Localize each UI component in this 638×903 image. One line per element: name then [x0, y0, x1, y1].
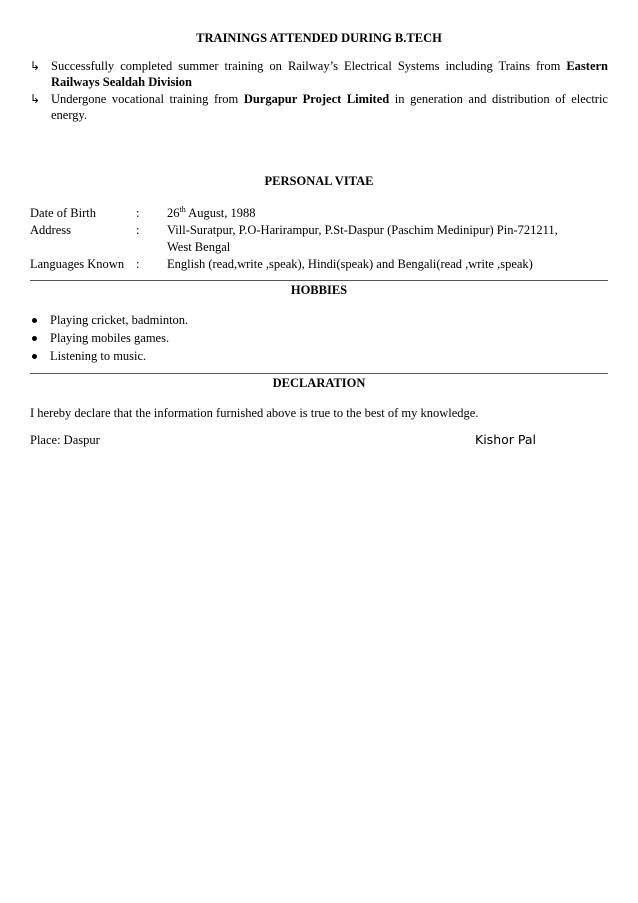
- hobby-text: Playing mobiles games.: [50, 331, 170, 345]
- vitae-row-languages: [30, 256, 558, 273]
- hobby-text: Listening to music.: [50, 349, 147, 363]
- declaration-footer: [30, 432, 608, 450]
- training-item: [30, 58, 608, 90]
- hobbies-heading: HOBBIES: [290, 283, 348, 297]
- trainings-list: [30, 58, 608, 123]
- dob-day: 26: [167, 206, 180, 220]
- hobby-item: [30, 311, 608, 329]
- bullet-dot-icon: [32, 354, 37, 359]
- vitae-key: Date of Birth: [30, 206, 96, 220]
- address-line-1: Vill-Suratpur, P.O-Harirampur, P.St-Daspur (Paschim Medinipur) Pin-721211,: [167, 223, 558, 237]
- bullet-dot-icon: [32, 336, 37, 341]
- arrow-bullet-icon: ↳: [30, 59, 41, 73]
- vitae-key: Languages Known: [30, 257, 125, 271]
- bullet-dot-icon: [32, 318, 37, 323]
- vitae-separator: :: [136, 206, 140, 220]
- vitae-separator: :: [136, 257, 140, 271]
- section-divider: [30, 373, 608, 374]
- dob-suffix: th: [179, 204, 186, 214]
- trainings-heading: TRAININGS ATTENDED DURING B.TECH: [196, 31, 442, 45]
- training-text: Undergone vocational training from: [51, 92, 244, 106]
- vitae-value: [167, 205, 558, 222]
- signature: Kishor Pal: [475, 432, 536, 447]
- training-org: Eastern Railways Sealdah Division: [51, 59, 608, 89]
- vitae-value: English (read,write ,speak), Hindi(speak) and Bengali(read ,write ,speak): [167, 257, 533, 271]
- training-org: Durgapur Project Limited: [243, 92, 390, 106]
- training-item: [30, 91, 608, 123]
- hobby-item: [30, 329, 608, 347]
- training-text: Successfully completed summer training on Railway’s Electrical Systems including Trains from: [51, 59, 567, 73]
- dob-rest: August, 1988: [185, 206, 256, 220]
- address-line-2: West Bengal: [167, 240, 231, 254]
- vitae-row-address: [30, 222, 558, 256]
- arrow-bullet-icon: ↳: [30, 92, 41, 106]
- vitae-row-dob: [30, 205, 558, 222]
- resume-page: [30, 30, 608, 450]
- training-text-rest: in generation and distribution of electric energy.: [51, 92, 608, 122]
- hobby-item: [30, 347, 608, 365]
- declaration-heading: DECLARATION: [272, 376, 366, 390]
- section-divider: [30, 280, 608, 281]
- vitae-separator: :: [136, 223, 140, 237]
- personal-vitae-table: [30, 205, 558, 273]
- vitae-value: [167, 222, 558, 256]
- vitae-key: Address: [30, 223, 71, 237]
- place-text: Place: Daspur: [30, 433, 100, 447]
- hobbies-list: [30, 311, 608, 365]
- personal-vitae-heading: PERSONAL VITAE: [264, 174, 374, 188]
- declaration-text: I hereby declare that the information furnished above is true to the best of my knowledge.: [30, 406, 479, 420]
- hobby-text: Playing cricket, badminton.: [50, 313, 189, 327]
